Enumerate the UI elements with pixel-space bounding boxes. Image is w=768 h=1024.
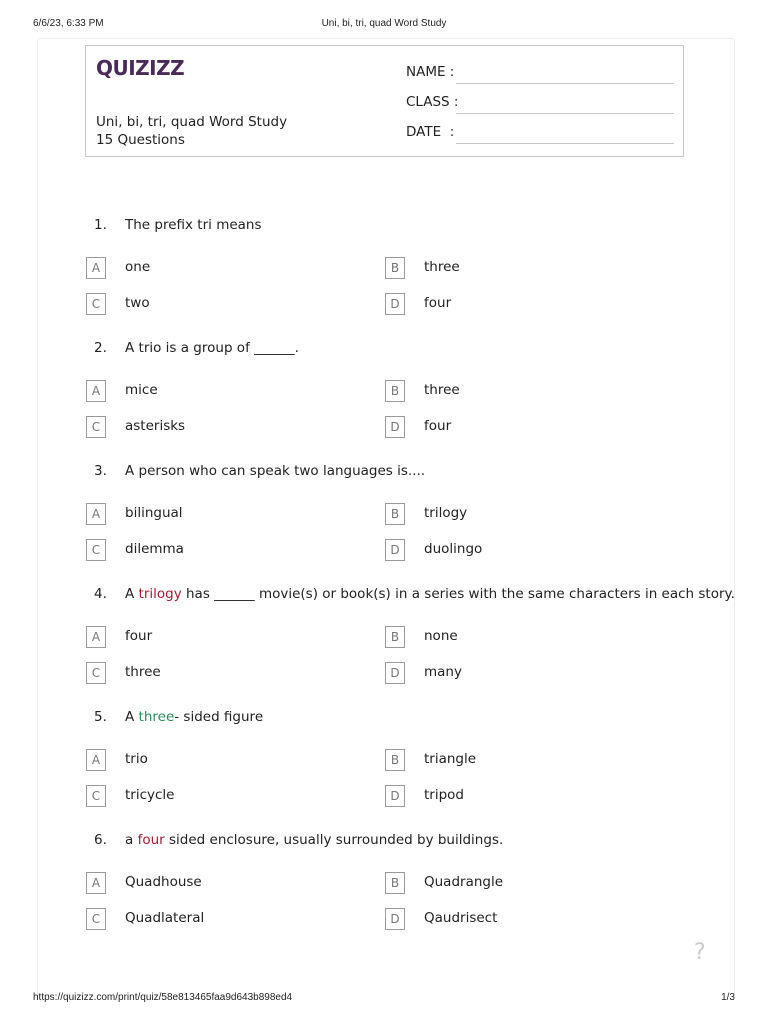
page-number: 1/3 (721, 992, 735, 1003)
option-text: four (125, 628, 153, 644)
option-b[interactable] (385, 872, 665, 894)
quizizz-logo (95, 55, 185, 81)
question-number: 4. (94, 586, 107, 602)
question-text: A person who can speak two languages is.... (125, 463, 426, 479)
option-text: tripod (424, 787, 464, 803)
option-letter-box: C (86, 293, 106, 315)
option-d[interactable] (385, 662, 665, 684)
option-letter-box: B (385, 626, 405, 648)
option-letter-box: D (385, 539, 405, 561)
option-a[interactable] (86, 380, 366, 402)
option-letter-box: D (385, 785, 405, 807)
question-text: a four sided enclosure, usually surrounded by buildings. (125, 832, 504, 848)
option-text: triangle (424, 751, 477, 767)
option-a[interactable] (86, 626, 366, 648)
question-number: 6. (94, 832, 107, 848)
date-field[interactable] (406, 124, 674, 144)
option-letter-box: B (385, 503, 405, 525)
option-letter-box: A (86, 749, 106, 771)
option-text: trilogy (424, 505, 468, 521)
option-letter-box: D (385, 662, 405, 684)
option-text: bilingual (125, 505, 183, 521)
option-letter-box: C (86, 539, 106, 561)
option-b[interactable] (385, 626, 665, 648)
option-b[interactable] (385, 749, 665, 771)
quiz-title: Uni, bi, tri, quad Word Study (96, 114, 288, 130)
option-text: trio (125, 751, 148, 767)
option-c[interactable] (86, 785, 366, 807)
option-text: dilemma (125, 541, 184, 557)
option-text: three (125, 664, 161, 680)
option-letter-box: D (385, 293, 405, 315)
option-d[interactable] (385, 539, 665, 561)
option-text: none (424, 628, 458, 644)
print-footer (33, 992, 735, 1006)
question-number: 5. (94, 709, 107, 725)
print-title: Uni, bi, tri, quad Word Study (321, 18, 447, 29)
option-text: four (424, 295, 452, 311)
highlighted-word: trilogy (138, 586, 182, 602)
class-line (456, 113, 674, 114)
option-letter-box: B (385, 380, 405, 402)
option-c[interactable] (86, 293, 366, 315)
option-c[interactable] (86, 908, 366, 930)
option-letter-box: B (385, 749, 405, 771)
option-d[interactable] (385, 293, 665, 315)
option-a[interactable] (86, 872, 366, 894)
option-letter-box: A (86, 257, 106, 279)
highlighted-word: four (137, 832, 165, 848)
option-c[interactable] (86, 539, 366, 561)
option-letter-box: D (385, 416, 405, 438)
option-text: asterisks (125, 418, 186, 434)
option-text: three (424, 259, 460, 275)
option-letter-box: A (86, 503, 106, 525)
option-text: duolingo (424, 541, 483, 557)
option-letter-box: C (86, 662, 106, 684)
option-letter-box: B (385, 257, 405, 279)
option-a[interactable] (86, 257, 366, 279)
question-text: A three- sided figure (125, 709, 264, 725)
option-b[interactable] (385, 380, 665, 402)
highlighted-word: three (138, 709, 175, 725)
option-text: tricycle (125, 787, 175, 803)
option-text: one (125, 259, 151, 275)
quiz-header (85, 45, 684, 157)
print-url: https://quizizz.com/print/quiz/58e813465faa9d643b898ed4 (33, 992, 293, 1003)
option-text: two (125, 295, 150, 311)
option-b[interactable] (385, 257, 665, 279)
option-text: Qaudrisect (424, 910, 498, 926)
question-text: A trilogy has ______ movie(s) or book(s) in a series with the same characters in each story. (125, 586, 735, 602)
option-letter-box: C (86, 785, 106, 807)
option-text: Quadhouse (125, 874, 202, 890)
option-letter-box: A (86, 872, 106, 894)
option-text: four (424, 418, 452, 434)
option-text: Quadrangle (424, 874, 504, 890)
option-letter-box: D (385, 908, 405, 930)
option-a[interactable] (86, 749, 366, 771)
name-line (456, 83, 674, 84)
print-header (33, 14, 735, 30)
option-text: Quadlateral (125, 910, 205, 926)
question-text: The prefix tri means (125, 217, 262, 233)
option-text: mice (125, 382, 158, 398)
help-icon[interactable]: ? (694, 940, 706, 965)
option-letter-box: A (86, 380, 106, 402)
option-c[interactable] (86, 416, 366, 438)
question-count: 15 Questions (96, 132, 185, 148)
question-number: 1. (94, 217, 107, 233)
class-field[interactable] (406, 94, 674, 114)
option-text: three (424, 382, 460, 398)
date-label: DATE : (406, 124, 455, 140)
class-label: CLASS : (406, 94, 459, 110)
name-field[interactable] (406, 64, 674, 84)
print-date: 6/6/23, 6:33 PM (33, 18, 104, 29)
option-c[interactable] (86, 662, 366, 684)
question-text: A trio is a group of ______. (125, 340, 299, 356)
option-d[interactable] (385, 416, 665, 438)
logo-text: QUIZIZZ (96, 56, 185, 80)
option-text: many (424, 664, 462, 680)
option-d[interactable] (385, 908, 665, 930)
option-letter-box: C (86, 416, 106, 438)
option-letter-box: A (86, 626, 106, 648)
option-a[interactable] (86, 503, 366, 525)
question-number: 2. (94, 340, 107, 356)
option-letter-box: B (385, 872, 405, 894)
date-line (456, 143, 674, 144)
option-letter-box: C (86, 908, 106, 930)
option-d[interactable] (385, 785, 665, 807)
name-label: NAME : (406, 64, 455, 80)
question-number: 3. (94, 463, 107, 479)
option-b[interactable] (385, 503, 665, 525)
